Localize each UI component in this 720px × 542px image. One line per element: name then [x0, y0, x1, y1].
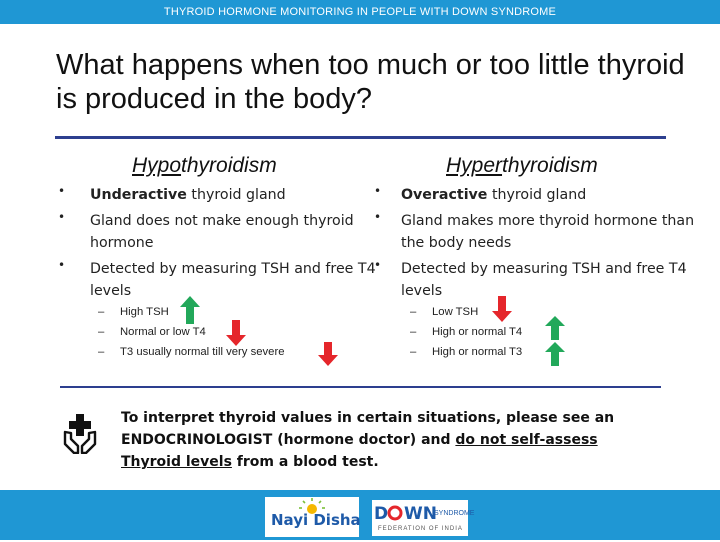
advice-note: To interpret thyroid values in certain situations, please see an ENDOCRINOLOGIST (hormone doctor) and do not self-assess Thyroid levels from a blood test. — [121, 410, 615, 470]
bullet-dot: • — [58, 210, 66, 224]
bullet-dot: • — [374, 210, 382, 224]
red-down-arrow-icon — [318, 342, 338, 366]
hyper-heading: Hyperthyroidism — [446, 154, 598, 177]
red-down-arrow-icon — [226, 320, 246, 346]
bullet-dot: • — [58, 258, 66, 272]
green-up-arrow-icon — [545, 316, 565, 340]
green-up-arrow-icon — [180, 296, 200, 324]
page-title: What happens when too much or too little thyroid is produced in the body? — [56, 49, 685, 115]
circle-o-icon — [387, 505, 403, 521]
nayi-disha-logo[interactable]: Nayi Disha — [265, 497, 359, 537]
title-divider — [55, 136, 666, 139]
hands-cross-icon — [62, 412, 98, 454]
section-divider — [60, 386, 661, 388]
bullet-dot: • — [58, 184, 66, 198]
bullet-dot: • — [374, 184, 382, 198]
bullet-dot: • — [374, 258, 382, 272]
red-down-arrow-icon — [492, 296, 512, 322]
hypo-heading: Hypothyroidism — [132, 154, 277, 177]
green-up-arrow-icon — [545, 342, 565, 366]
top-banner: THYROID HORMONE MONITORING IN PEOPLE WITH DOWN SYNDROME — [0, 0, 720, 24]
down-syndrome-federation-logo[interactable]: D WN SYNDROME FEDERATION OF INDIA — [372, 500, 468, 536]
